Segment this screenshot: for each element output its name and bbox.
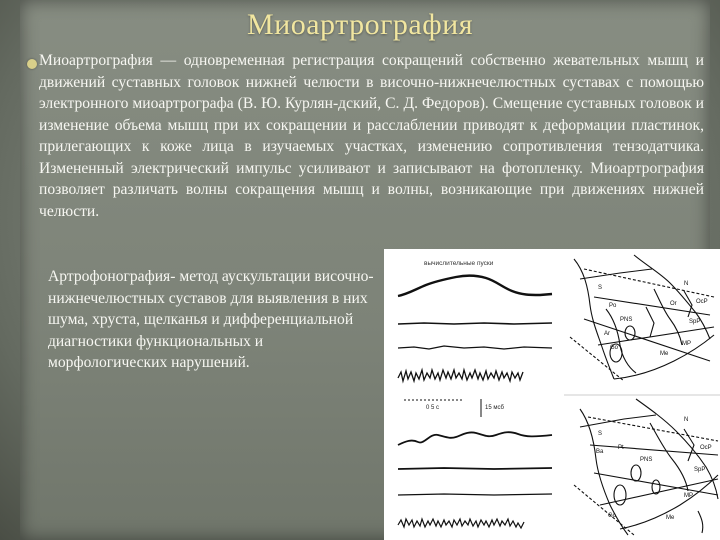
ceph-label: Ba — [596, 449, 604, 455]
cephalogram-top — [570, 255, 714, 381]
ceph-label: Me — [666, 515, 675, 521]
trace-line-5 — [398, 432, 552, 445]
amplitude-scale-label: 15 мсб — [485, 405, 504, 411]
ceph-label: SpP — [689, 319, 701, 325]
ceph-label: Go — [608, 513, 617, 519]
main-paragraph: Миоартрография — одновременная регистрация сокращений собственно жевательных мышц и движений суставных головок нижней челюсти в височно-нижнечелюстных суставах с помощью электронного миоартрографа (В. Ю. Курлян-дский, С. Д. Федоров). Смещение суставных головок и изменение объема мышц при их сокращении и расслаблении приводят к деформации пластинок, прилегающих к коже лица в изучаемых участках, изменению сопротивления тензодатчика. Измененный электрический импульс усиливают и записывают на фотопленку. Миоартрография позволяет различать волны сокращения мышц и волны, возникающие при движениях нижней челюсти. — [39, 52, 704, 220]
slide-title: Миоартрография — [246, 8, 474, 41]
secondary-paragraph: Артрофонография- метод аускультации височно-нижнечелюстных суставов для выявления в них шума, хруста, щелканья и дифференциальной диагностики функциональных и морфологических нарушений. — [48, 268, 374, 371]
figure-header-label: вычислительные пуски — [424, 260, 494, 267]
trace-line-4 — [398, 370, 523, 381]
ceph-label: SpP — [694, 467, 706, 473]
trace-line-3 — [398, 346, 552, 349]
figure-svg — [384, 249, 720, 540]
ceph-label: Me — [660, 351, 669, 357]
ceph-label: Po — [609, 303, 617, 309]
ceph-label: OcP — [696, 299, 708, 305]
ceph-label: Pt — [618, 445, 624, 451]
ceph-label: PNS — [640, 457, 653, 463]
ceph-label: MP — [684, 493, 693, 499]
bullet-icon — [27, 59, 37, 69]
trace-line-8 — [398, 519, 524, 528]
time-scale-label: 0 5 с — [426, 405, 440, 411]
ceph-label: N — [684, 281, 689, 287]
trace-line-7 — [398, 494, 552, 495]
trace-line-6 — [398, 468, 552, 469]
ceph-label: Go — [610, 345, 619, 351]
ceph-label: N — [684, 417, 689, 423]
ceph-label: S — [598, 431, 603, 437]
trace-line-1 — [398, 276, 552, 296]
ceph-label: Or — [670, 301, 677, 307]
ceph-label: MP — [682, 341, 691, 347]
ceph-label: Ar — [604, 331, 610, 337]
ceph-label: PNS — [620, 317, 633, 323]
ceph-label: OcP — [700, 445, 712, 451]
ceph-label: S — [598, 285, 603, 291]
trace-line-2 — [398, 323, 552, 324]
cephalogram-top-labels — [598, 281, 708, 357]
myoarthrography-figure — [384, 249, 720, 540]
cephalogram-bottom-labels — [596, 417, 712, 521]
